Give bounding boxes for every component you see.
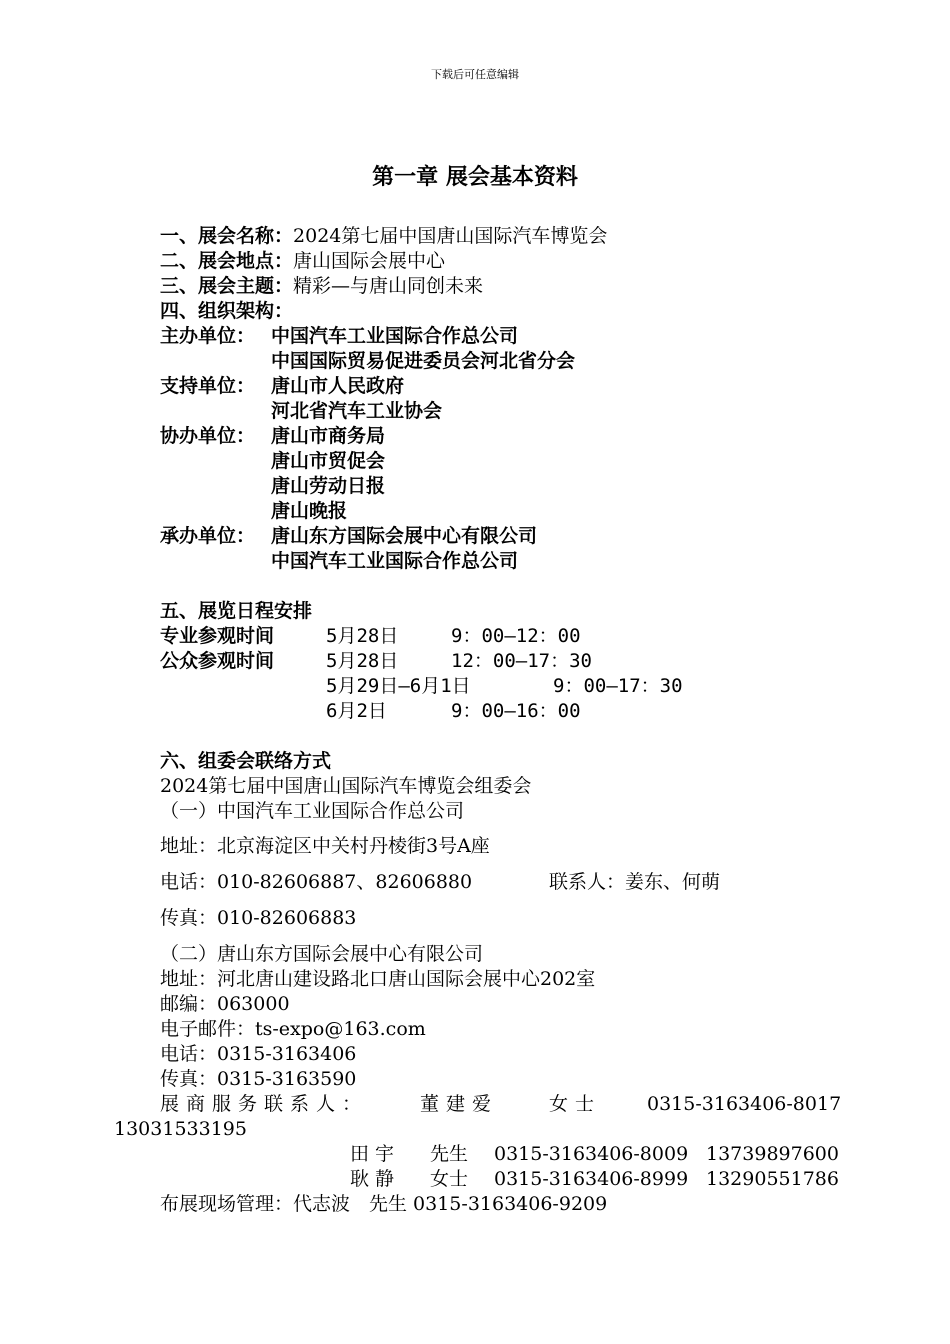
contact-heading: 六、组委会联络方式 xyxy=(160,750,332,772)
expo-name-label: 一、展会名称： xyxy=(160,225,294,247)
expo-theme-label: 三、展会主题： xyxy=(160,275,294,297)
expo-venue-value: 唐山国际会展中心 xyxy=(293,250,446,272)
page-header: 下载后可任意编辑 xyxy=(431,68,519,81)
org1-address: 地址：北京海淀区中关村丹棱街3号A座 xyxy=(160,835,490,857)
schedule-time: 9：00—17：30 xyxy=(553,675,683,697)
org1-phone: 电话：010-82606887、82606880 xyxy=(160,871,473,893)
chapter-title: 第一章 展会基本资料 xyxy=(372,165,578,190)
contact-title: 女士 xyxy=(430,1168,469,1190)
co-organizer-item: 唐山市商务局 xyxy=(271,425,386,447)
contact-title: 女士 xyxy=(549,1093,602,1115)
org2-name: （二）唐山东方国际会展中心有限公司 xyxy=(160,943,484,965)
co-organizer-item: 唐山晚报 xyxy=(271,500,348,522)
contact-mobile: 13290551786 xyxy=(706,1168,839,1190)
support-label: 支持单位： xyxy=(160,375,256,397)
org1-contact: 联系人：姜东、何萌 xyxy=(549,871,721,893)
host-item: 中国国际贸易促进委员会河北省分会 xyxy=(271,350,576,372)
org1-fax: 传真：010-82606883 xyxy=(160,907,357,929)
org2-address: 地址：河北唐山建设路北口唐山国际会展中心202室 xyxy=(160,968,596,990)
contact-name: 田 宇 xyxy=(350,1143,395,1165)
schedule-date: 5月28日 xyxy=(326,650,399,672)
co-organizer-item: 唐山市贸促会 xyxy=(271,450,386,472)
schedule-label: 公众参观时间 xyxy=(160,650,275,672)
host-label: 主办单位： xyxy=(160,325,256,347)
org1-name: （一）中国汽车工业国际合作总公司 xyxy=(160,800,465,822)
schedule-date: 6月2日 xyxy=(326,700,387,722)
host-item: 中国汽车工业国际合作总公司 xyxy=(271,325,519,347)
contact-mobile: 13031533195 xyxy=(114,1118,247,1140)
schedule-time: 9：00—16：00 xyxy=(451,700,581,722)
schedule-time: 12：00—17：30 xyxy=(451,650,592,672)
contact-name: 耿 静 xyxy=(350,1168,395,1190)
contact-phone: 0315-3163406-8009 xyxy=(494,1143,689,1165)
contact-title: 先生 xyxy=(430,1143,469,1165)
site-manager: 布展现场管理：代志波 先生 0315-3163406-9209 xyxy=(160,1193,608,1215)
support-item: 唐山市人民政府 xyxy=(271,375,405,397)
undertaker-item: 唐山东方国际会展中心有限公司 xyxy=(271,525,538,547)
contact-phone: 0315-3163406-8017 xyxy=(647,1093,842,1115)
contact-mobile: 13739897600 xyxy=(706,1143,839,1165)
org-heading: 四、组织架构： xyxy=(160,300,294,322)
expo-name-line xyxy=(160,224,607,249)
expo-venue-line xyxy=(160,249,445,274)
committee-name: 2024第七届中国唐山国际汽车博览会组委会 xyxy=(160,775,532,797)
co-organizer-label: 协办单位： xyxy=(160,425,256,447)
schedule-time: 9：00—12：00 xyxy=(451,625,581,647)
schedule-heading: 五、展览日程安排 xyxy=(160,600,313,622)
expo-venue-label: 二、展会地点： xyxy=(160,250,294,272)
org2-phone: 电话：0315-3163406 xyxy=(160,1043,357,1065)
schedule-date: 5月29日—6月1日 xyxy=(326,675,471,697)
expo-name-value: 2024第七届中国唐山国际汽车博览会 xyxy=(293,225,608,247)
contact-name: 董建爱 xyxy=(420,1093,499,1115)
expo-theme-value: 精彩—与唐山同创未来 xyxy=(293,275,484,297)
org2-fax: 传真：0315-3163590 xyxy=(160,1068,357,1090)
co-organizer-item: 唐山劳动日报 xyxy=(271,475,386,497)
org2-postcode: 邮编：063000 xyxy=(160,993,290,1015)
expo-theme-line xyxy=(160,274,483,299)
contact-phone: 0315-3163406-8999 xyxy=(494,1168,689,1190)
undertaker-item: 中国汽车工业国际合作总公司 xyxy=(271,550,519,572)
schedule-date: 5月28日 xyxy=(326,625,399,647)
schedule-label: 专业参观时间 xyxy=(160,625,275,647)
exhibitor-contact-label: 展商服务联系人： xyxy=(160,1093,369,1115)
org2-email: 电子邮件：ts-expo@163.com xyxy=(160,1018,426,1040)
undertaker-label: 承办单位： xyxy=(160,525,256,547)
support-item: 河北省汽车工业协会 xyxy=(271,400,443,422)
